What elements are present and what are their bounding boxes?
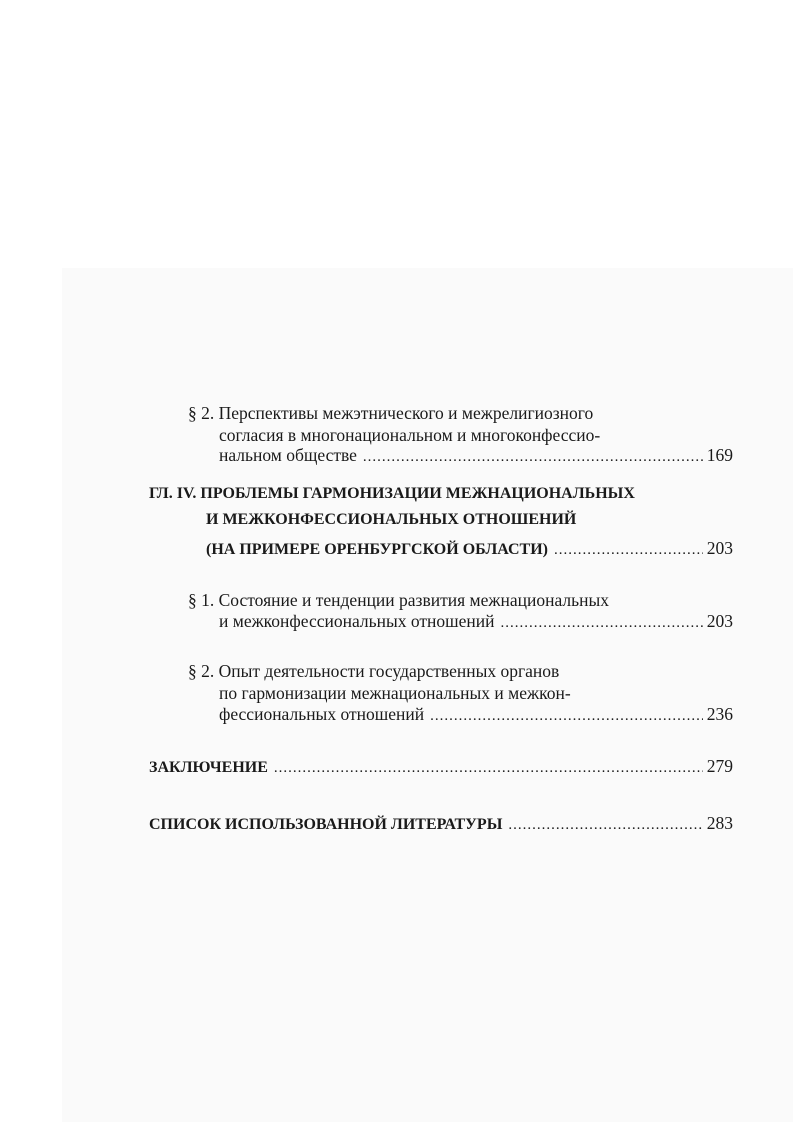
toc-conclusion-row[interactable] — [149, 755, 733, 779]
toc-chapter4-line2: И МЕЖКОНФЕССИОНАЛЬНЫХ ОТНОШЕНИЙ — [206, 511, 577, 528]
toc-entry-s2-perspectives-row[interactable] — [219, 444, 733, 468]
dot-leader — [500, 612, 702, 634]
toc-chapter4-line1: ГЛ. IV. ПРОБЛЕМЫ ГАРМОНИЗАЦИИ МЕЖНАЦИОНАЛЬНЫХ — [149, 485, 635, 502]
toc-page-number: 283 — [706, 813, 733, 833]
toc-references-label: СПИСОК ИСПОЛЬЗОВАННОЙ ЛИТЕРАТУРЫ — [149, 816, 503, 833]
toc-entry-s2-experience-row[interactable] — [219, 703, 733, 727]
toc-page-number: 279 — [706, 756, 733, 776]
toc-entry-s2-experience-line2: по гармонизации межнациональных и межкон- — [219, 683, 571, 703]
toc-entry-s2-perspectives-line3: нальном обществе — [219, 445, 357, 465]
toc-chapter4-row[interactable] — [206, 537, 733, 561]
toc-entry-s1-state-row[interactable] — [219, 610, 733, 634]
dot-leader — [274, 757, 703, 779]
toc-conclusion-label: ЗАКЛЮЧЕНИЕ — [149, 759, 268, 776]
toc-entry-s1-state-line2: и межконфессиональных отношений — [219, 611, 495, 631]
toc-chapter4-line3: (НА ПРИМЕРЕ ОРЕНБУРГСКОЙ ОБЛАСТИ) — [206, 541, 548, 558]
toc-entry-s2-experience-line1: § 2. Опыт деятельности государственных органов — [188, 661, 560, 681]
toc-entry-s1-state-line1: § 1. Состояние и тенденции развития межнациональных — [188, 590, 609, 610]
toc-page-number: 203 — [706, 538, 733, 558]
toc-page-number: 203 — [706, 611, 733, 631]
toc-page-number: 169 — [706, 445, 733, 465]
dot-leader — [508, 814, 702, 836]
toc-entry-s2-experience-line3: фессиональных отношений — [219, 704, 425, 724]
toc-entry-s2-perspectives-line2: согласия в многонациональном и многоконфессио- — [219, 425, 601, 445]
toc-entry-s2-perspectives-line1: § 2. Перспективы межэтнического и межрелигиозного — [188, 403, 594, 423]
dot-leader — [363, 446, 703, 468]
toc-references-row[interactable] — [149, 812, 733, 836]
dot-leader — [554, 539, 703, 561]
toc-page-number: 236 — [706, 704, 733, 724]
dot-leader — [430, 705, 703, 727]
